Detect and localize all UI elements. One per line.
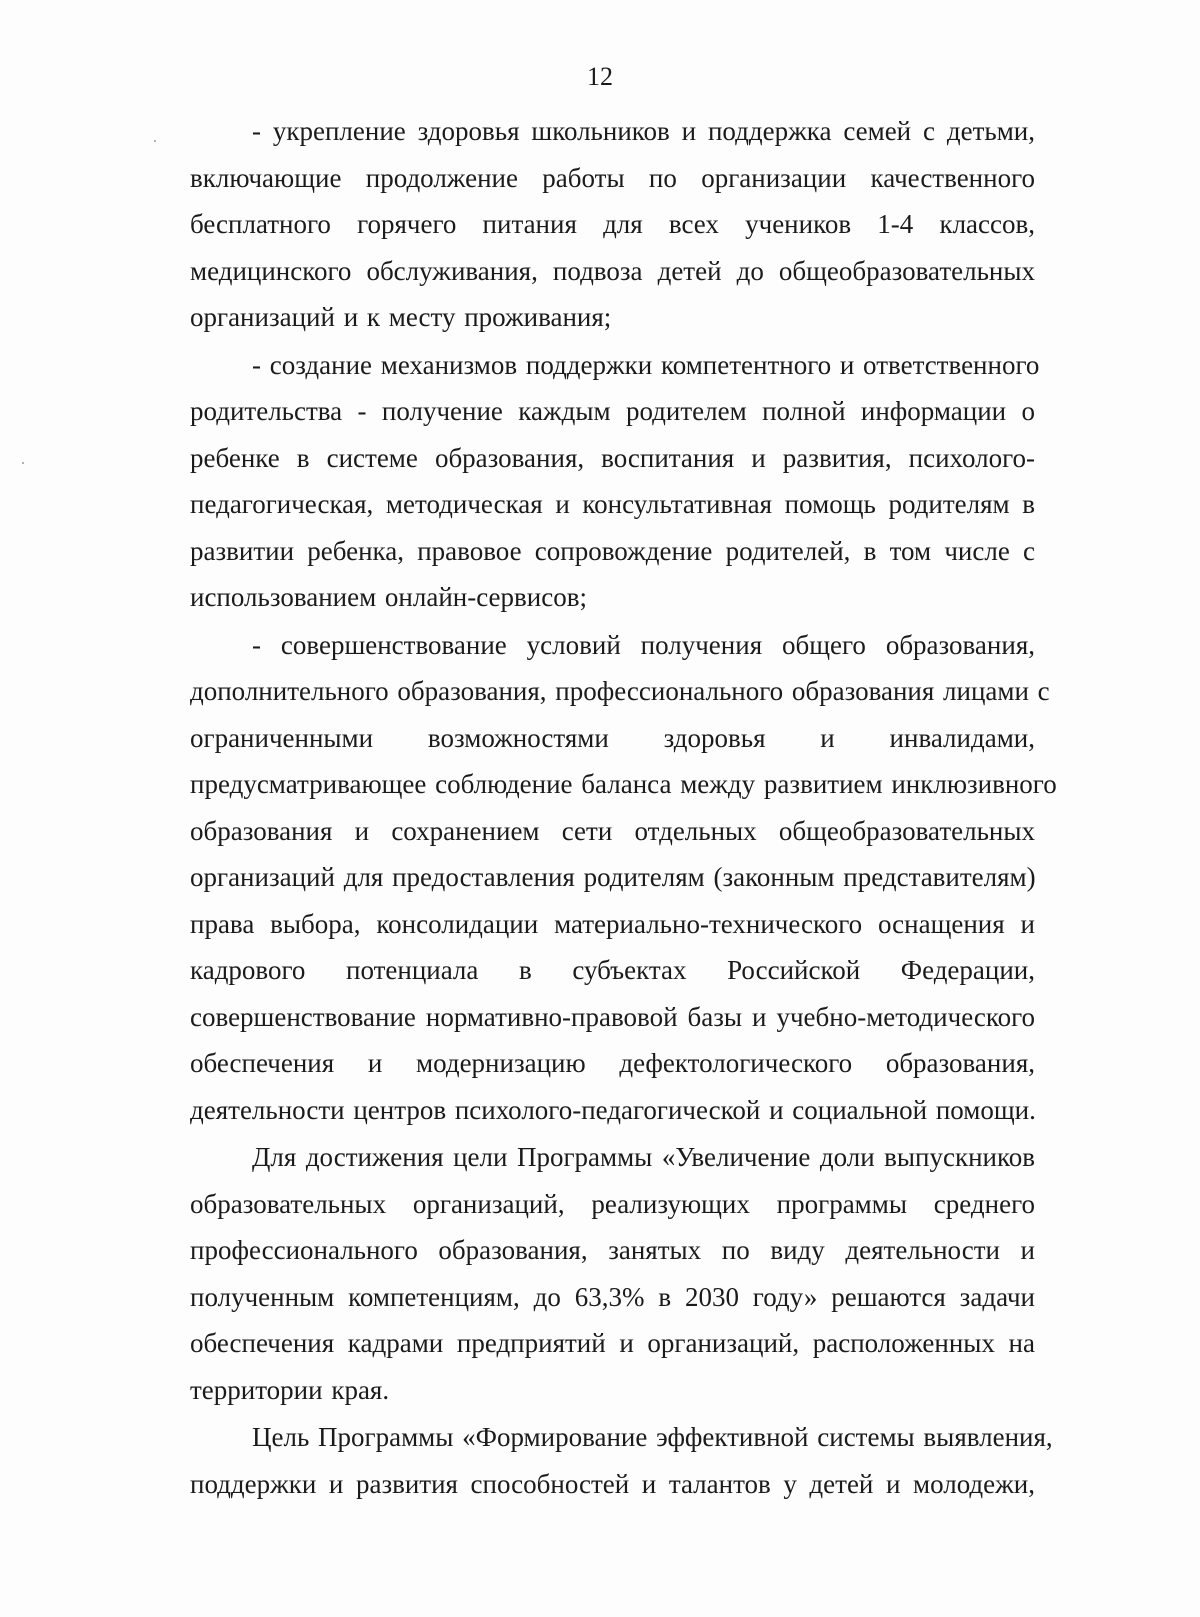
text-line: - совершенствование условий получения общего образования, bbox=[252, 629, 1035, 660]
page-number: 12 bbox=[587, 62, 613, 91]
text-line: - укрепление здоровья школьников и поддержка семей с детьми, bbox=[252, 116, 1035, 146]
text-line: бесплатного горячего питания для всех учеников 1-4 классов, bbox=[190, 209, 1035, 239]
text-line: включающие продолжение работы по организации качественного bbox=[190, 162, 1035, 193]
paragraph bbox=[190, 622, 1057, 1134]
text-line: Для достижения цели Программы «Увеличение доли выпускников bbox=[252, 1142, 1035, 1172]
text-line: полученным компетенциям, до 63,3% в 2030 году» решаются задачи bbox=[190, 1281, 1035, 1312]
text-line: ограниченными возможностями здоровья и инвалидами, bbox=[190, 722, 1035, 753]
text-line: - создание механизмов поддержки компетентного и ответственного bbox=[252, 349, 1040, 380]
text-line: родительства - получение каждым родителем полной информации о bbox=[190, 396, 1035, 426]
text-line: кадрового потенциала в субъектах Российской Федерации, bbox=[190, 955, 1035, 985]
text-line: совершенствование нормативно-правовой базы и учебно-методического bbox=[190, 1001, 1035, 1032]
text-line: организаций для предоставления родителям (законным представителям) bbox=[190, 862, 1036, 892]
scan-speck bbox=[154, 140, 156, 142]
text-line: развитии ребенка, правовое сопровождение родителей, в том числе с bbox=[190, 535, 1035, 566]
text-line: организаций и к месту проживания; bbox=[190, 302, 612, 332]
text-line: медицинского обслуживания, подвоза детей до общеобразовательных bbox=[190, 255, 1035, 286]
text-line: права выбора, консолидации материально-технического оснащения и bbox=[190, 908, 1035, 939]
paragraph bbox=[190, 1134, 1035, 1413]
text-line: территории края. bbox=[190, 1374, 390, 1405]
text-line: использованием онлайн-сервисов; bbox=[190, 582, 587, 612]
text-line: образования и сохранением сети отдельных общеобразовательных bbox=[190, 815, 1035, 846]
text-line: предусматривающее соблюдение баланса между развитием инклюзивного bbox=[190, 769, 1057, 799]
text-line: образовательных организаций, реализующих программы среднего bbox=[190, 1188, 1035, 1219]
text-line: Цель Программы «Формирование эффективной системы выявления, bbox=[252, 1422, 1053, 1452]
scan-speck bbox=[22, 462, 24, 464]
text-line: ребенке в системе образования, воспитания и развития, психолого- bbox=[190, 442, 1035, 473]
text-line: педагогическая, методическая и консультативная помощь родителям в bbox=[190, 489, 1035, 519]
paragraph bbox=[190, 1414, 1053, 1507]
text-line: обеспечения кадрами предприятий и организаций, расположенных на bbox=[190, 1328, 1035, 1358]
document-body bbox=[190, 108, 1057, 1508]
text-line: профессионального образования, занятых по виду деятельности и bbox=[190, 1235, 1035, 1265]
text-line: обеспечения и модернизацию дефектологического образования, bbox=[190, 1048, 1035, 1078]
text-line: поддержки и развития способностей и талантов у детей и молодежи, bbox=[190, 1468, 1035, 1499]
paragraph bbox=[190, 342, 1040, 621]
paragraph bbox=[190, 108, 1035, 341]
text-line: деятельности центров психолого-педагогической и социальной помощи. bbox=[190, 1094, 1036, 1125]
text-line: дополнительного образования, профессионального образования лицами с bbox=[190, 676, 1050, 706]
